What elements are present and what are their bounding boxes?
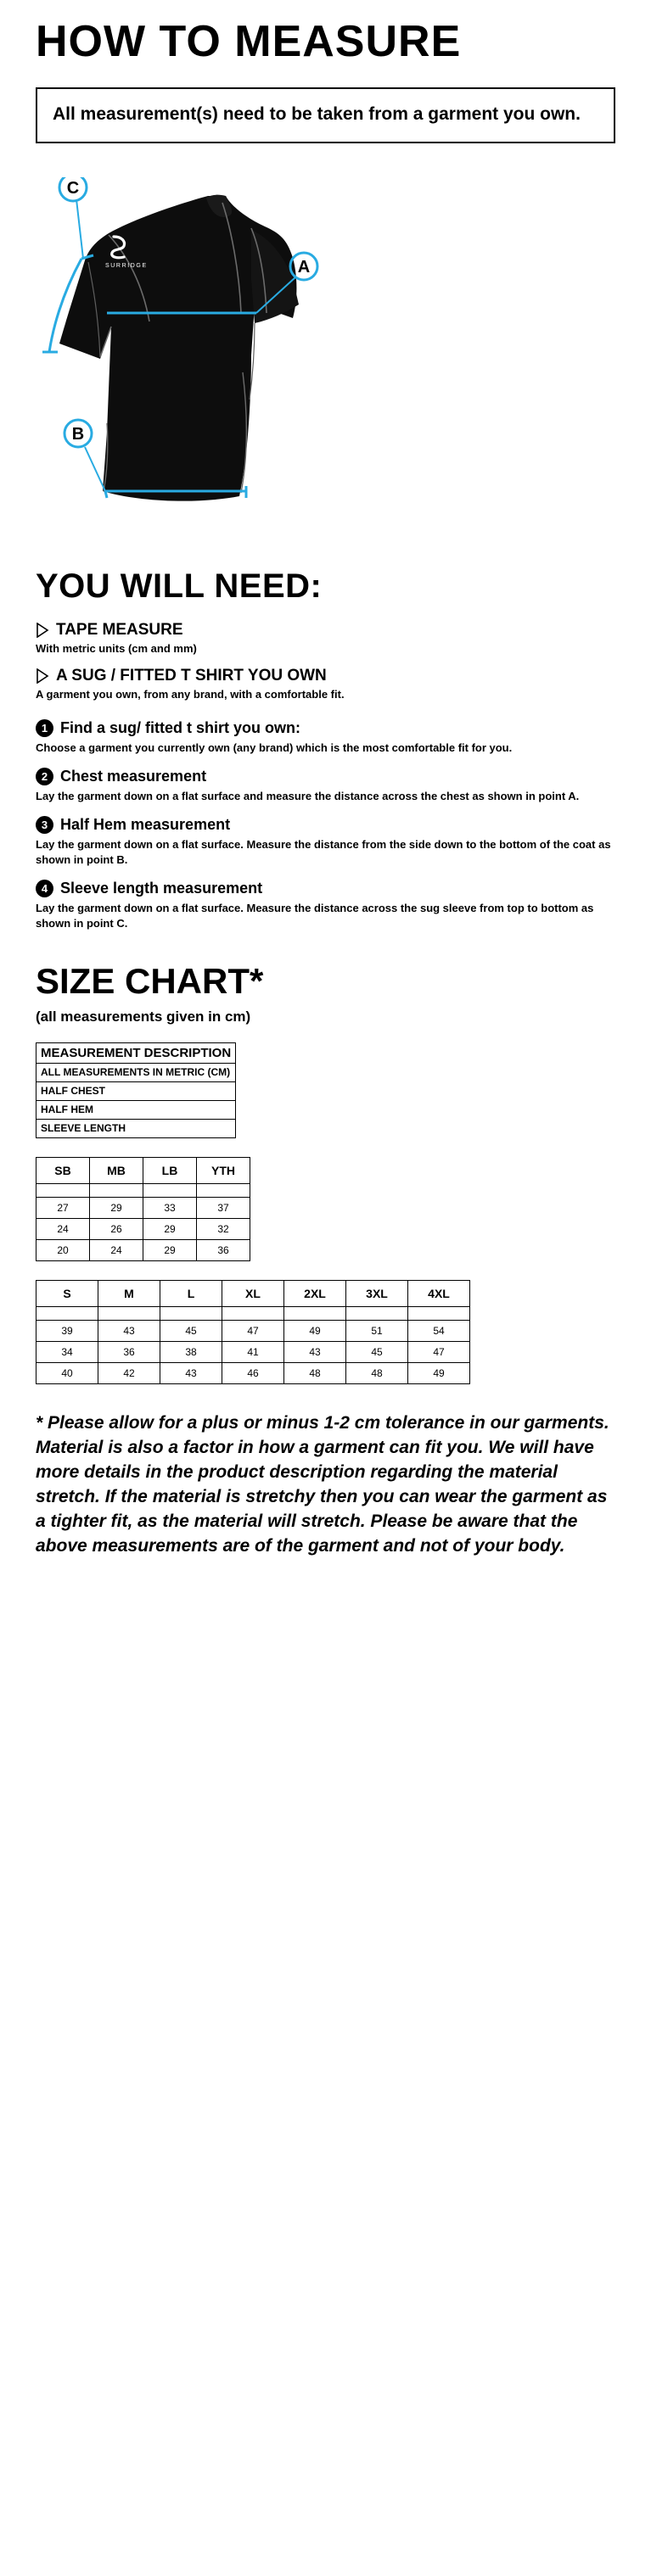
size-chart-heading: SIZE CHART* — [36, 960, 264, 1001]
footnote-text: * Please allow for a plus or minus 1-2 cm tolerance in our garments. Material is also a factor in how a garment can fit you. We will have more details in the product description regarding the material stretch. If the material is stretchy then you can wear the garment as a tighter fit, as the material will stretch. Please be aware that the above measurements are of the garment and not of your body. — [36, 1412, 609, 1556]
table-row — [36, 1081, 236, 1100]
table-cell: 46 — [222, 1362, 284, 1383]
table-cell: 41 — [222, 1341, 284, 1362]
step-body: Lay the garment down on a flat surface and measure the distance across the chest as shown in point A. — [36, 789, 580, 802]
youth-size-table — [36, 1157, 250, 1261]
triangle-bullet-icon — [36, 668, 49, 684]
label-c: C — [66, 178, 80, 198]
table-cell: 34 — [36, 1341, 98, 1362]
table-cell: HALF CHEST — [36, 1081, 236, 1100]
column-header: SB — [36, 1157, 90, 1183]
table-cell: 29 — [90, 1197, 143, 1218]
table-cell: 47 — [408, 1341, 470, 1362]
you-will-need-list — [36, 621, 651, 701]
label-b: B — [71, 424, 85, 444]
table-cell: 43 — [160, 1362, 222, 1383]
column-header: XL — [222, 1280, 284, 1306]
table-cell: 33 — [143, 1197, 197, 1218]
table-cell: 24 — [90, 1239, 143, 1260]
adult-size-table — [36, 1280, 470, 1384]
table-row — [36, 1063, 236, 1081]
step-item — [36, 816, 630, 868]
table-cell: 54 — [408, 1320, 470, 1341]
step-number: 1 — [36, 719, 53, 737]
table-row — [36, 1100, 236, 1119]
table-header-row — [36, 1157, 250, 1183]
table-cell: 42 — [98, 1362, 160, 1383]
table-cell: 47 — [222, 1320, 284, 1341]
table-cell: 45 — [160, 1320, 222, 1341]
step-title: Sleeve length measurement — [60, 880, 263, 897]
table-cell: 37 — [197, 1197, 250, 1218]
table-cell: 39 — [36, 1320, 98, 1341]
table-cell: 43 — [284, 1341, 346, 1362]
page-title: HOW TO MEASURE — [36, 17, 462, 66]
column-header: LB — [143, 1157, 197, 1183]
need-item-sub: A garment you own, from any brand, with a comfortable fit. — [36, 687, 345, 701]
table-cell: 48 — [346, 1362, 408, 1383]
size-chart-subheading: (all measurements given in cm) — [36, 1008, 251, 1025]
step-item — [36, 719, 630, 756]
triangle-bullet-icon — [36, 623, 49, 638]
need-item-sub: With metric units (cm and mm) — [36, 641, 197, 655]
label-a: A — [297, 257, 311, 277]
table-cell: 32 — [197, 1218, 250, 1239]
table-cell: 38 — [160, 1341, 222, 1362]
step-number: 2 — [36, 768, 53, 785]
column-header: 2XL — [284, 1280, 346, 1306]
column-header: S — [36, 1280, 98, 1306]
table-cell: 20 — [36, 1239, 90, 1260]
table-row — [36, 1320, 470, 1341]
need-item — [36, 621, 651, 655]
how-to-measure-page — [0, 19, 651, 1558]
column-header: 4XL — [408, 1280, 470, 1306]
column-header: 3XL — [346, 1280, 408, 1306]
need-item-title: TAPE MEASURE — [56, 620, 183, 639]
table-cell: 49 — [284, 1320, 346, 1341]
table-cell: 29 — [143, 1218, 197, 1239]
need-item-title: A SUG / FITTED T SHIRT YOU OWN — [56, 666, 327, 685]
step-item — [36, 768, 630, 804]
table-cell: 24 — [36, 1218, 90, 1239]
step-body: Choose a garment you currently own (any brand) which is the most comfortable fit for you. — [36, 740, 513, 754]
table-cell: 40 — [36, 1362, 98, 1383]
steps-list — [36, 719, 630, 932]
table-cell: ALL MEASUREMENTS IN METRIC (CM) — [36, 1063, 236, 1081]
table-row — [36, 1218, 250, 1239]
column-header: MB — [90, 1157, 143, 1183]
table-cell: 26 — [90, 1218, 143, 1239]
table-row — [36, 1239, 250, 1260]
table-cell: 29 — [143, 1239, 197, 1260]
svg-text:SURRIDGE: SURRIDGE — [105, 262, 148, 269]
table-spacer-row — [36, 1183, 250, 1197]
step-item — [36, 880, 630, 931]
notice-text: All measurement(s) need to be taken from a garment you own. — [53, 103, 581, 124]
notice-box — [36, 87, 615, 143]
table-cell: 27 — [36, 1197, 90, 1218]
table-cell: SLEEVE LENGTH — [36, 1119, 236, 1137]
table-cell: 49 — [408, 1362, 470, 1383]
you-will-need-heading: YOU WILL NEED: — [36, 567, 323, 605]
column-header: YTH — [197, 1157, 250, 1183]
table-cell: 43 — [98, 1320, 160, 1341]
table-header-row — [36, 1280, 470, 1306]
measurement-description-table — [36, 1042, 236, 1138]
garment-illustration — [0, 177, 651, 542]
step-body: Lay the garment down on a flat surface. Measure the distance across the sug sleeve from top to bottom as shown in point C. — [36, 902, 594, 930]
tshirt-graphic — [59, 195, 299, 501]
step-title: Find a sug/ fitted t shirt you own: — [60, 718, 300, 736]
table-row — [36, 1119, 236, 1137]
table-cell: 36 — [98, 1341, 160, 1362]
table-row — [36, 1197, 250, 1218]
table-row — [36, 1042, 236, 1063]
step-body: Lay the garment down on a flat surface. Measure the distance from the side down to the bottom of the coat as shown in point B. — [36, 837, 611, 867]
table-row — [36, 1362, 470, 1383]
step-title: Half Hem measurement — [60, 815, 231, 833]
table-row — [36, 1341, 470, 1362]
measurement-description-header: MEASUREMENT DESCRIPTION — [36, 1042, 236, 1063]
need-item — [36, 667, 651, 701]
step-number: 3 — [36, 816, 53, 834]
column-header: L — [160, 1280, 222, 1306]
step-title: Chest measurement — [60, 767, 207, 785]
column-header: M — [98, 1280, 160, 1306]
table-spacer-row — [36, 1306, 470, 1320]
table-cell: 51 — [346, 1320, 408, 1341]
table-cell: HALF HEM — [36, 1100, 236, 1119]
table-cell: 36 — [197, 1239, 250, 1260]
table-cell: 45 — [346, 1341, 408, 1362]
table-cell: 48 — [284, 1362, 346, 1383]
step-number: 4 — [36, 880, 53, 897]
